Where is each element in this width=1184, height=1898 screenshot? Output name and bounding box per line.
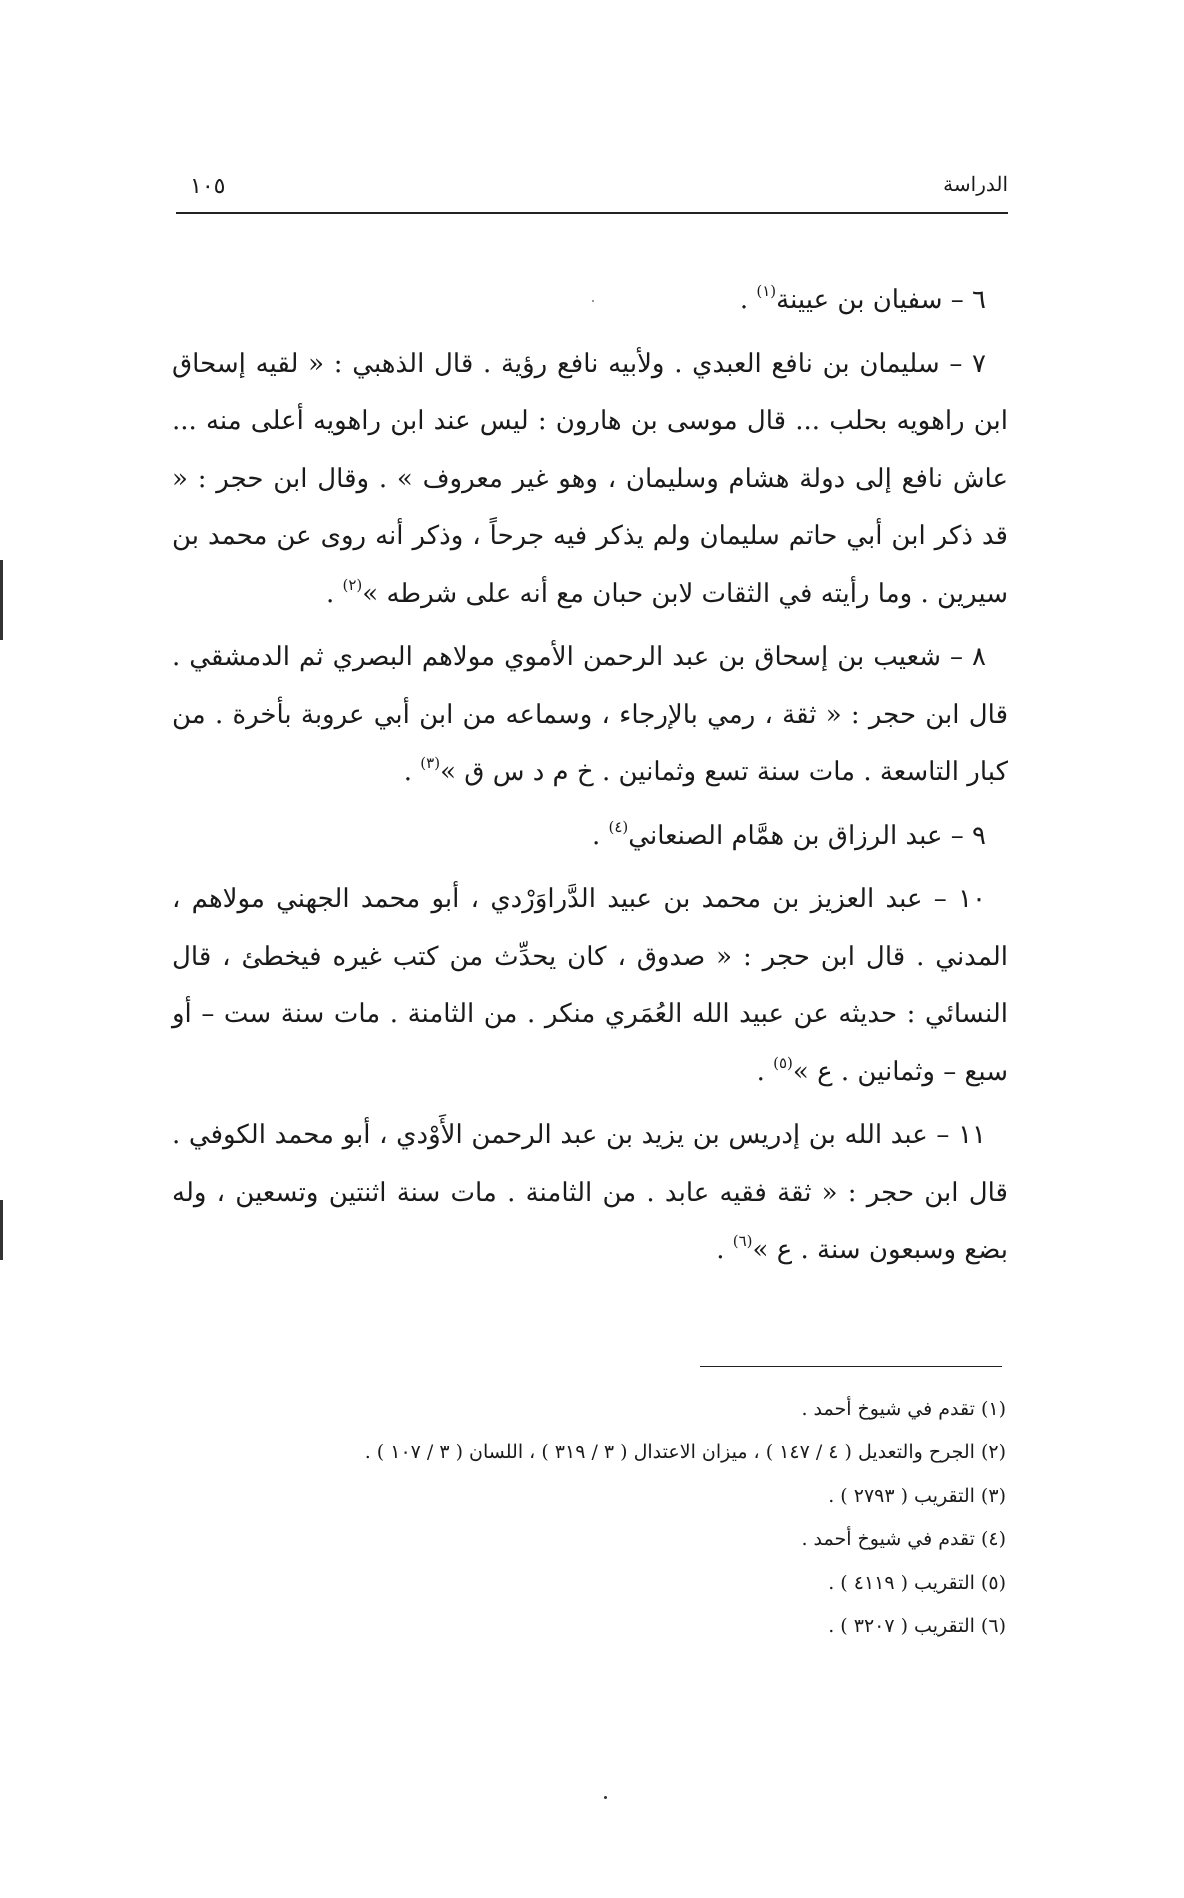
footnote-separator bbox=[700, 1366, 1002, 1367]
footnote-ref: (٣) bbox=[420, 754, 441, 772]
footnote-ref: (٦) bbox=[732, 1232, 753, 1250]
footnotes bbox=[270, 1388, 1006, 1648]
scan-edge-mark bbox=[0, 1200, 3, 1260]
footnote-ref: (٥) bbox=[773, 1053, 793, 1072]
footnote-ref: (٤) bbox=[608, 817, 629, 836]
scan-edge-mark bbox=[0, 560, 3, 640]
page-number: ١٠٥ bbox=[190, 174, 226, 199]
main-text bbox=[172, 272, 1008, 1286]
running-header bbox=[176, 168, 1008, 214]
footnote-ref: (١) bbox=[756, 282, 777, 300]
running-title: الدراسة bbox=[943, 172, 1008, 196]
entry-11: ١١ – عبد الله بن إدريس بن يزيد بن عبد الرحمن الأَوْدي ، أبو محمد الكوفي . قال ابن حجر : « ثقة فقيه عابد . من الثامنة . مات سنة اثنتين وتسعين ، وله بضع وسبعون سنة . ع »$^{(٦)}$ . bbox=[172, 1120, 1008, 1265]
footnote-3: (٣) التقريب ( ٢٧٩٣ ) . bbox=[828, 1484, 1006, 1507]
footnote-5: (٥) التقريب ( ٤١١٩ ) . bbox=[828, 1571, 1006, 1594]
footnote-6: (٦) التقريب ( ٣٢٠٧ ) . bbox=[828, 1615, 1006, 1638]
entry-10: ١٠ – عبد العزيز بن محمد بن عبيد الدَّراوَرْدي ، أبو محمد الجهني مولاهم ، المدني . قال ابن حجر : « صدوق ، كان يحدِّث من كتب غيره فيخطئ ، قال النسائي : حديثه عن عبيد الله العُمَري منكر . من الثامنة . مات سنة ست – أو سبع – وثمانين . ع »$^{(٥)}$ . bbox=[172, 884, 1008, 1087]
footnote-ref: (٢) bbox=[342, 575, 363, 594]
entry-8: ٨ – شعيب بن إسحاق بن عبد الرحمن الأموي مولاهم البصري ثم الدمشقي . قال ابن حجر : « ثقة ، رمي بالإرجاء ، وسماعه من ابن أبي عروبة بأخرة . من كبار التاسعة . مات سنة تسع وثمانين . خ م د س ق »$^{(٣)}$ . bbox=[172, 642, 1008, 787]
scan-dot bbox=[604, 1796, 607, 1799]
entry-7: ٧ – سليمان بن نافع العبدي . ولأبيه نافع رؤية . قال الذهبي : « لقيه إسحاق ابن راهويه بحلب ... قال موسى بن هارون : ليس عند ابن راهويه أعلى منه ... عاش نافع إلى دولة هشام وسليمان ، وهو غير معروف » . وقال ابن حجر : « قد ذكر ابن أبي حاتم سليمان ولم يذكر فيه جرحاً ، وذكر أنه روى عن محمد بن سيرين . وما رأيته في الثقات لابن حبان مع أنه على شرطه »$^{(٢)}$ . bbox=[172, 348, 1008, 609]
entry-9: ٩ – عبد الرزاق بن همَّام الصنعاني$^{(٤)}$ . bbox=[591, 817, 986, 851]
footnote-2: (٢) الجرح والتعديل ( ٤ / ١٤٧ ) ، ميزان الاعتدال ( ٣ / ٣١٩ ) ، اللسان ( ٣ / ١٠٧ ) . bbox=[364, 1441, 1006, 1464]
footnote-1: (١) تقدم في شيوخ أحمد . bbox=[801, 1398, 1006, 1420]
footnote-4: (٤) تقدم في شيوخ أحمد . bbox=[801, 1528, 1006, 1551]
entry-6: ٦ – سفيان بن عيينة$^{(١)}$ . bbox=[739, 282, 986, 315]
